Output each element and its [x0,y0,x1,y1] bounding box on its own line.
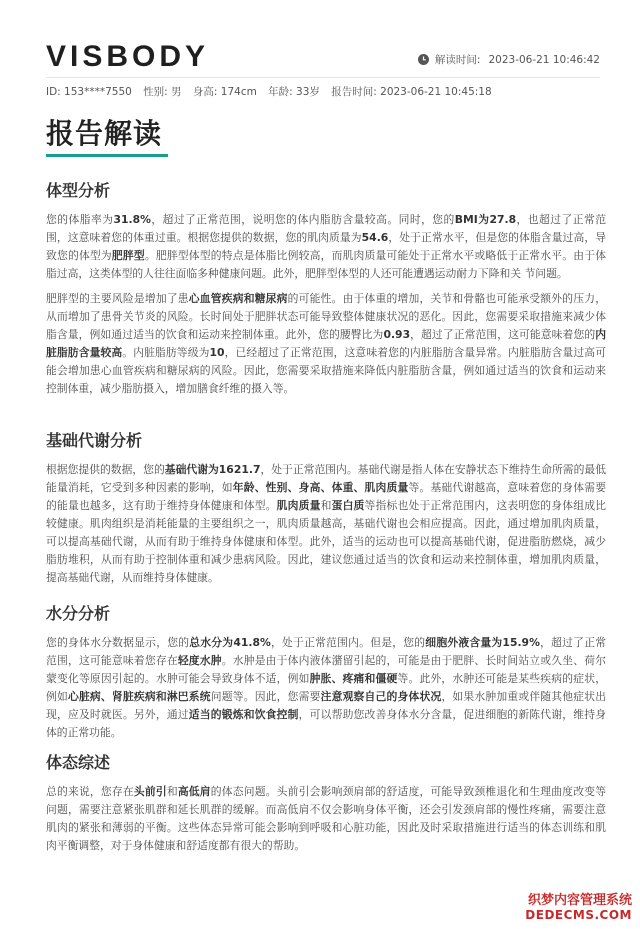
bold-text: 肿胀、疼痛和僵硬 [309,672,398,685]
bold-text: 蛋白质 [331,499,365,512]
bold-text: 31.8% [113,213,151,226]
section-heading: 体型分析 [46,181,111,200]
watermark-text: 织梦内容管理系统 [527,893,632,908]
visbody-logo: VISBODY [46,40,210,73]
text-run: 和 [166,785,178,798]
bold-text: 细胞外液含量为15.9% [425,636,540,649]
paragraph [46,290,606,398]
text-run: 等指标也处于正常范围内，这表明您的身体组成比较健康。肌肉组织是消耗能量的主要组织之一，肌肉质量越高，基础代谢也会相应提高。因此，通过增加肌肉质量，可以提高基础代谢，从而有助于维持身体健康和体型。此外，适当的运动也可以提高基础代谢，促进脂肪燃烧，减少脂肪堆积，从而有助于控制体重和减少患病风险。因此，建议您通过适当的饮食和运动来控制体重，增加肌肉质量，提高基础代谢，从而维持身体健康。 [46,499,607,584]
read-time [418,52,600,67]
bold-text: 注意观察自己的身体状况 [320,690,442,703]
paragraph [46,461,606,587]
section-heading: 基础代谢分析 [46,431,143,450]
section-heading: 体态综述 [46,753,111,772]
bold-text: 肌肉质量 [276,499,321,512]
bold-text: 高低肩 [177,785,211,798]
text-run: 等。此外，水肿还可能是某些疾病的症状，例如 [46,672,607,703]
text-run: 您的身体水分数据显示，您的 [46,636,190,649]
watermark [525,893,632,923]
text-run: ，处于正常范围内。基础代谢是指人体在安静状态下维持生命所需的最低能量消耗，它受到多种因素的影响，如 [46,463,607,494]
paragraph [46,634,606,742]
text-run: 。肥胖型体型的特点是体脂比例较高，而肌肉质量可能处于正常水平或略低于正常水平。由于体脂过高，这类体型的人往往面临多种健康问题。此外，肥胖型体型的人还可能遭遇运动耐力下降和关 节问题。 [46,249,606,280]
clock-icon [418,54,429,65]
bold-text: 心脏病、肾脏疾病和淋巴系统 [67,690,211,703]
text-run: 总的来说，您存在 [46,785,134,798]
text-run: ，已经超过了正常范围，这意味着您的内脏脂肪含量异常。内脏脂肪含量过高可能会增加患心血管疾病和糖尿病的风险。因此，您需要采取措施来降低内脏脂肪含量，例如通过适当的饮食和运动来控制体重，减少脂肪摄入，增加膳食纤维的摄入等。 [46,346,607,395]
text-run: 的体态问题。头前引会影响颈肩部的舒适度，可能导致颈椎退化和生理曲度改变等问题，需要注意紧张肌群和延长肌群的缓解。而高低肩不仅会影响身体平衡，还会引发颈肩部的慢性疼痛，需要注意肌肉的紧张和薄弱的平衡。这些体态异常可能会影响到呼吸和心脏功能，因此及时采取措施进行适当的体态训练和肌肉平衡调整，对于身体健康和舒适度都有很大的帮助。 [46,785,607,852]
read-time-label: 解读时间: [434,54,481,66]
bold-text: 年龄、性别、身高、体重、肌肉质量 [232,481,409,494]
text-run: 的可能性。由于体重的增加，关节和骨骼也可能承受额外的压力，从而增加了患骨关节炎的风险。长时间处于肥胖状态可能导致整体健康状况的恶化。因此，您需要采取措施来减少体脂含量，例如通过适当的饮食和运动来控制体重。此外，您的腰臀比为 [46,292,607,341]
page-title: 报告解读 [46,117,163,150]
bold-text: BMI为27.8 [454,213,517,226]
user-gender: 性别: 男 [143,86,182,98]
text-run: ，超过了正常范围，这可能意味着您存在 [46,636,607,667]
text-run: 肥胖型的主要风险是增加了患 [46,292,189,305]
text-run: ，也超过了正常范围，这意味着您的体重过重。根据您提供的数据，您的肌肉质量为 [46,213,606,244]
text-run: 问题等。因此，您需要 [210,690,321,703]
text-run: 。水肿是由于体内液体潴留引起的，可能是由于肥胖、长时间站立或久坐、荷尔蒙变化等原因引起的。水肿可能会导致身体不适，例如 [46,654,607,685]
text-run: ，超过了正常范围，说明您的体内脂肪含量较高。同时，您的 [150,213,455,226]
bold-text: 总水分为41.8% [189,636,271,649]
bold-text: 10 [209,346,225,359]
section-heading: 水分分析 [46,604,111,623]
section-posture [46,750,606,862]
text-run: ，可以帮助您改善身体水分含量，促进细胞的新陈代谢，维持身体的正常功能。 [46,708,607,739]
watermark-url: DEDECMS.COM [525,908,632,922]
user-height: 身高: 174cm [192,86,257,98]
report-time: 报告时间: 2023-06-21 10:45:18 [331,86,492,98]
text-run: ，如果水肿加重或伴随其他症状出现，应及时就医。另外，通过 [46,690,607,721]
bold-text: 头前引 [133,785,167,798]
text-run: 等。基础代谢越高，意味着您的身体需要的能量也越多，这有助于维持身体健康和体型。 [46,481,607,512]
text-run: 您的体脂率为 [46,213,114,226]
section-metabolism [46,428,606,594]
section-body-shape [46,178,606,405]
text-run: ，处于正常水平，但是您的体脂含量过高，导致您的体型为 [46,231,607,262]
read-time-value: 2023-06-21 10:46:42 [488,53,600,66]
text-run: ，超过了正常范围，这可能意味着您的 [410,328,596,341]
bold-text: 54.6 [361,231,389,244]
bold-text: 基础代谢为1621.7 [164,463,261,476]
bold-text: 0.93 [383,328,411,341]
text-run: 根据您提供的数据，您的 [46,463,165,476]
user-info-row [46,84,500,99]
header-divider [46,77,600,78]
bold-text: 轻度水肿 [177,654,222,667]
bold-text: 肥胖型 [111,249,145,262]
user-id: ID: 153****7550 [46,86,132,98]
text-run: 。内脏脂肪等级为 [122,346,210,359]
bold-text: 内脏脂肪含量较高 [46,328,607,359]
text-run: 和 [320,499,332,512]
bold-text: 适当的锻炼和饮食控制 [188,708,299,721]
text-run: ，处于正常范围内。但是，您的 [270,636,426,649]
user-age: 年龄: 33岁 [268,86,320,98]
section-water [46,601,606,749]
paragraph [46,211,606,283]
paragraph [46,783,606,855]
title-underline [46,154,168,157]
bold-text: 心血管疾病和糖尿病 [188,292,288,305]
